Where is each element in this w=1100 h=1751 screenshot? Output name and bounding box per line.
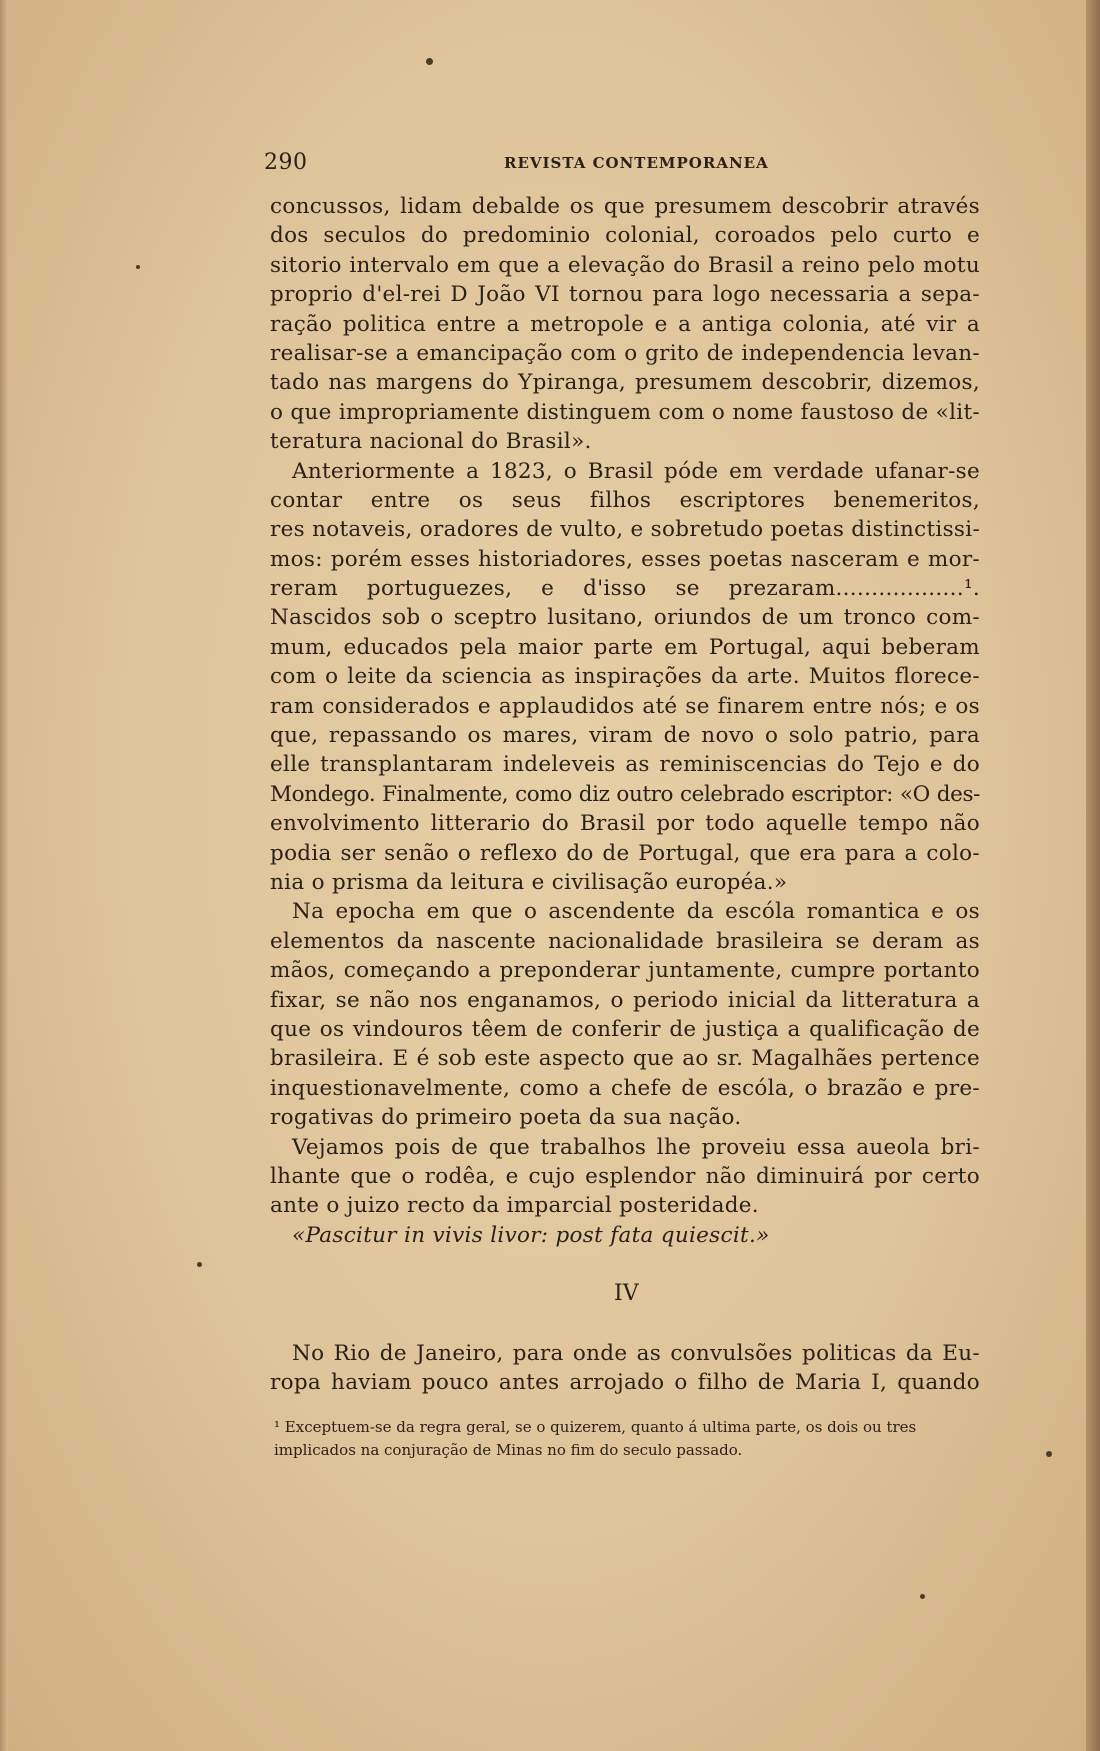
text-line: mãos, começando a preponderar juntamente, cumpre portanto: [270, 958, 980, 984]
text-line: elle transplantaram indeleveis as reminiscencias do Tejo e do: [270, 752, 980, 778]
text-line: que os vindouros têem de conferir de justiça a qualificação de: [270, 1016, 980, 1042]
text-line: mum, educados pela maior parte em Portugal, aqui beberam: [270, 634, 980, 660]
text-line: mos: porém esses historiadores, esses poetas nasceram e mor-: [270, 546, 980, 572]
text-line: Anteriormente a 1823, o Brasil póde em verdade ufanar-se: [292, 458, 980, 484]
page-edge-left: [0, 0, 8, 1751]
text-line: ração politica entre a metropole e a antiga colonia, até vir a: [270, 311, 980, 337]
text-line: elementos da nascente nacionalidade brasileira se deram as: [270, 928, 980, 954]
text-line: concussos, lidam debalde os que presumem descobrir através: [270, 194, 980, 219]
text-line: podia ser senão o reflexo do de Portugal, que era para a colo-: [270, 840, 980, 866]
text-line: envolvimento litterario do Brasil por todo aquelle tempo não: [270, 811, 980, 837]
footnote: [274, 1416, 984, 1462]
running-head: [264, 150, 984, 176]
paper-speck: [1046, 1451, 1052, 1457]
text-line: contar entre os seus filhos escriptores benemeritos,: [270, 487, 980, 513]
section-heading: IV: [614, 1281, 639, 1306]
text-line: o que impropriamente distinguem com o nome faustoso de «lit-: [270, 399, 980, 425]
text-line: res notaveis, oradores de vulto, e sobretudo poetas distinctissi-: [270, 517, 980, 543]
text-line: rogativas do primeiro poeta da sua nação.: [270, 1105, 742, 1131]
paper-speck: [136, 265, 140, 269]
text-line: nia o prisma da leitura e civilisação européa.»: [270, 869, 788, 895]
text-line: Na epocha em que o ascendente da escóla romantica e os: [292, 899, 980, 925]
section-text: [270, 1339, 980, 1398]
paper-speck: [920, 1594, 925, 1599]
paper-speck: [426, 58, 433, 65]
journal-title: REVISTA CONTEMPORANEA: [504, 154, 769, 172]
text-line: sitorio intervalo em que a elevação do Brasil a reino pelo motu: [270, 252, 980, 278]
text-line: ante o juizo recto da imparcial posteridade.: [270, 1193, 759, 1219]
text-line: No Rio de Janeiro, para onde as convulsões politicas da Eu-: [292, 1341, 980, 1366]
text-line: que, repassando os mares, viram de novo o solo patrio, para: [270, 723, 980, 749]
text-line: Vejamos pois de que trabalhos lhe proveiu essa aueola bri-: [292, 1134, 980, 1160]
text-line: inquestionavelmente, como a chefe de escóla, o brazão e pre-: [270, 1075, 980, 1101]
text-line: com o leite da sciencia as inspirações da arte. Muitos florece-: [270, 664, 980, 690]
text-line: ram considerados e applaudidos até se finarem entre nós; e os: [270, 693, 980, 719]
text-line: ropa haviam pouco antes arrojado o filho de Maria I, quando: [270, 1370, 980, 1396]
text-line: Nascidos sob o sceptro lusitano, oriundos de um tronco com-: [270, 605, 980, 631]
text-line: teratura nacional do Brasil».: [270, 429, 592, 455]
text-line: lhante que o rodêa, e cujo esplendor não diminuirá por certo: [270, 1163, 980, 1189]
text-line: brasileira. E é sob este aspecto que ao sr. Magalhães pertence: [270, 1046, 980, 1072]
footnote-line: ¹ Exceptuem-se da regra geral, se o quizerem, quanto á ultima parte, os dois ou tres: [274, 1418, 917, 1436]
text-line: fixar, se não nos enganamos, o periodo inicial da litteratura a: [270, 987, 980, 1013]
text-line: realisar-se a emancipação com o grito de independencia levan-: [270, 340, 980, 366]
page-number: 290: [264, 150, 308, 175]
footnote-line: implicados na conjuração de Minas no fim do seculo passado.: [274, 1441, 743, 1459]
text-line: dos seculos do predominio colonial, coroados pelo curto e: [270, 223, 980, 249]
page-edge-right: [1086, 0, 1100, 1751]
main-text: [270, 192, 980, 1250]
text-line: Mondego. Finalmente, como diz outro celebrado escriptor: «O des-: [270, 781, 980, 807]
text-line: proprio d'el-rei D João VI tornou para logo necessaria a sepa-: [270, 282, 980, 308]
paper-speck: [197, 1262, 202, 1267]
text-line: tado nas margens do Ypiranga, presumem descobrir, dizemos,: [270, 370, 980, 396]
latin-quote: «Pascitur in vivis livor: post fata quiescit.»: [292, 1222, 770, 1248]
text-line: reram portuguezes, e d'isso se prezaram..................¹.: [270, 576, 980, 602]
